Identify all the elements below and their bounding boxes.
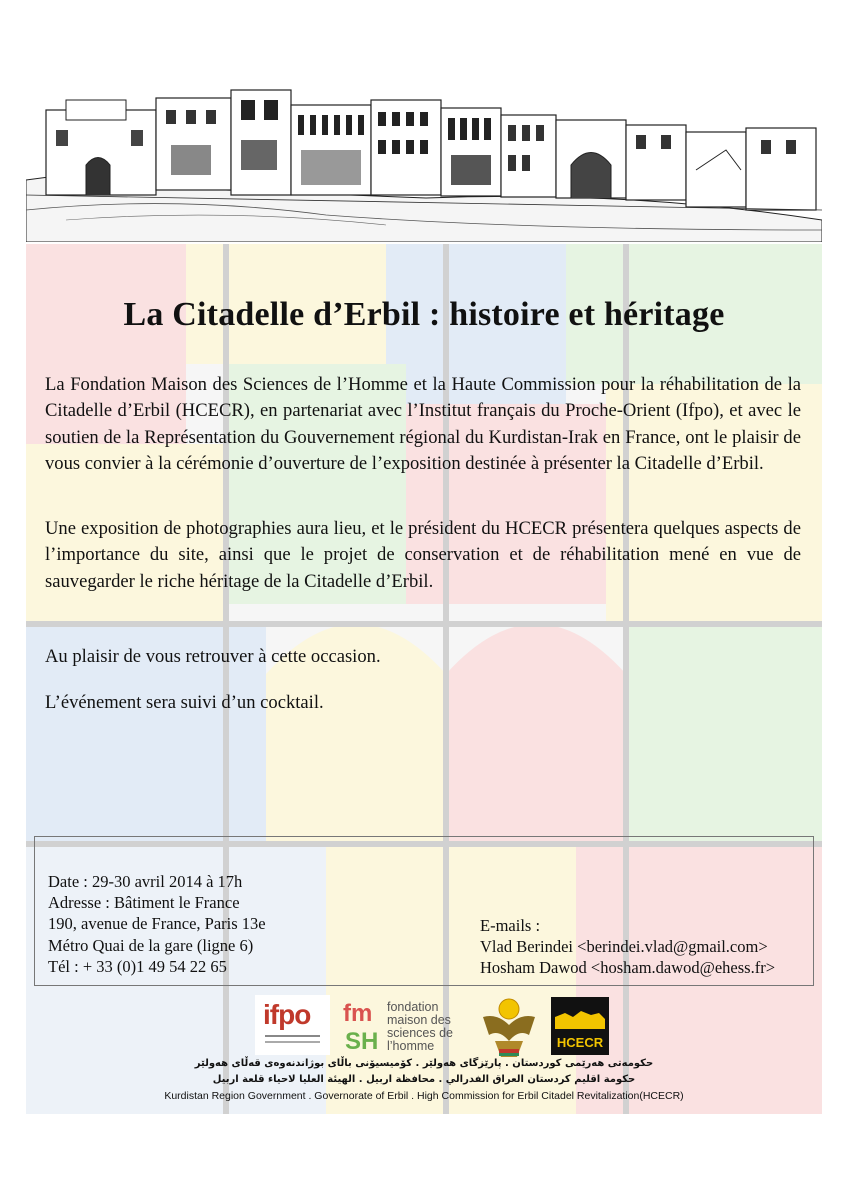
event-phone: Tél : + 33 (0)1 49 54 22 65 [48,956,227,976]
emails-label: E-mails : [480,916,541,935]
footer-english-line: Kurdistan Region Government . Governorate of Erbil . High Commission for Erbil Citadel Revitalization(HCECR) [164,1090,684,1102]
svg-text:fm: fm [343,1000,373,1027]
ifpo-logo-text: ifpo [263,999,311,1030]
hcecr-citadel-icon [551,1003,609,1033]
cocktail-paragraph: L’événement sera suivi d’un cocktail. [45,692,324,713]
fmsh-logo [343,997,473,1057]
contact-emails [480,915,775,979]
event-date: Date : 29-30 avril 2014 à 17h [48,872,243,891]
event-address: Adresse : Bâtiment le France [48,893,240,913]
email-contact-1[interactable]: Vlad Berindei <berindei.vlad@gmail.com> [480,937,768,957]
event-metro: Métro Quai de la gare (ligne 6) [48,935,254,955]
footer-kurdish-line: حكومەتی هەرێمی کوردستان . پارێزگای هەولێر . کۆمیسیۆنی باڵای بوژاندنەوەی قەڵای هەولێر [194,1058,654,1069]
kurdistan-emblem-icon [477,995,541,1061]
footer-arabic-line: حكومة اقليم كردستان العراق الفدرالي . محافظة اربيل . الهيئة العليا لاحياء قلعة اربيل [212,1074,636,1085]
fmsh-mark-icon [343,997,385,1053]
hcecr-logo-text: HCECR [556,1035,604,1050]
event-details [48,871,266,977]
page-title: La Citadelle d’Erbil : histoire et héritage [123,296,725,333]
exhibition-paragraph: Une exposition de photographies aura lieu, et le président du HCECR présentera quelques aspects de l’importance du site, ainsi que le projet de conservation et de réhabilitation mené en vue de sauvegarder le riche héritage de la Citadelle d’Erbil. [45,518,801,592]
fmsh-logo-text: fondation maison des sciences de l’homme [387,1000,454,1053]
event-info-box [34,836,814,986]
hcecr-logo [551,997,609,1055]
ifpo-logo [255,995,330,1055]
intro-paragraph: La Fondation Maison des Sciences de l’Homme et la Haute Commission pour la réhabilitation de la Citadelle d’Erbil (HCECR), en partenariat avec l’Institut français du Proche-Orient (Ifpo), et avec le soutien de la Représentation du Gouvernement régional du Kurdistan-Irak en France, ont le plaisir de vous convier à la cérémonie d’ouverture de l’exposition destinée à présenter la Citadelle d’Erbil. [45,374,801,475]
svg-text:SH: SH [345,1028,379,1053]
email-contact-2[interactable]: Hosham Dawod <hosham.dawod@ehess.fr> [480,958,776,978]
event-street: 190, avenue de France, Paris 13e [48,914,266,934]
closing-paragraph: Au plaisir de vous retrouver à cette occasion. [45,646,381,667]
